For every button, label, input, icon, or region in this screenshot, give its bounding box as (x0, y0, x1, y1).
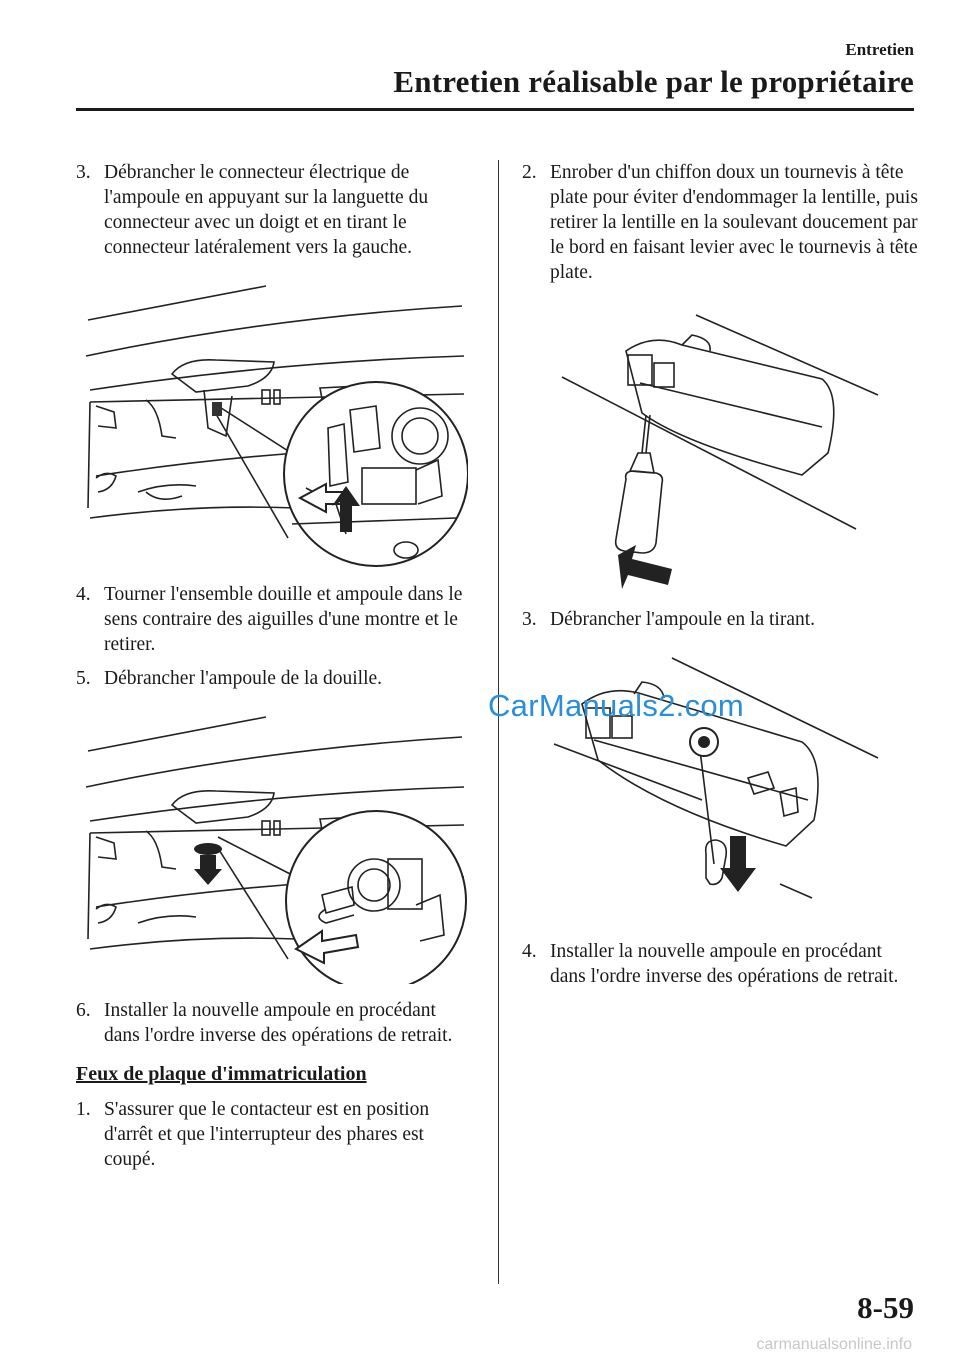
step-text: S'assurer que le contacteur est en position d'arrêt et que l'interrupteur des phares est coupé. (104, 1099, 430, 1170)
step-number: 3. (522, 609, 537, 630)
section-title-license-plate-lights: Feux de plaque d'immatriculation (76, 1063, 367, 1085)
step-pull-bulb (522, 607, 922, 632)
step-number: 5. (76, 668, 91, 689)
page-number: 8-59 (857, 1290, 914, 1325)
watermark-carmanuals2: CarManuals2.com (488, 688, 745, 723)
step-number: 4. (76, 584, 91, 605)
step-text: Tourner l'ensemble douille et ampoule dans le sens contraire des aiguilles d'une montre et le retirer. (104, 584, 463, 655)
step-install-bulb (76, 998, 474, 1048)
step-rotate-socket (76, 582, 474, 657)
step-number: 2. (522, 162, 537, 183)
footer-watermark: carmanualsonline.info (756, 1336, 912, 1353)
step-remove-lens (522, 160, 922, 285)
step-disconnect-connector (76, 160, 474, 260)
header-section: Entretien (845, 40, 914, 59)
step-number: 6. (76, 1000, 91, 1021)
connector-removal-illustration (76, 278, 468, 568)
step-text: Débrancher l'ampoule de la douille. (104, 668, 383, 689)
step-text: Débrancher le connecteur électrique de l'ampoule en appuyant sur la languette du connecteur avec un doigt et en tirant le connecteur latéralement vers la gauche. (104, 162, 429, 258)
header-rule (76, 108, 914, 111)
left-column (76, 160, 474, 1181)
step-text: Installer la nouvelle ampoule en procédant dans l'ordre inverse des opérations de retrait. (104, 1000, 453, 1046)
screwdriver-lens-illustration (522, 303, 922, 593)
step-remove-bulb (76, 666, 474, 691)
step-number: 4. (522, 941, 537, 962)
right-column (522, 160, 922, 998)
step-text: Débrancher l'ampoule en la tirant. (550, 609, 816, 630)
step-text: Installer la nouvelle ampoule en procédant dans l'ordre inverse des opérations de retrait. (550, 941, 899, 987)
bulb-socket-illustration (76, 709, 468, 984)
step-number: 3. (76, 162, 91, 183)
step-install-new-bulb (522, 939, 922, 989)
step-text: Enrober d'un chiffon doux un tournevis à tête plate pour éviter d'endommager la lentille, puis retirer la lentille en la soulevant doucement par le bord en faisant levier avec le tournevis à tête plate. (550, 162, 918, 283)
step-number: 1. (76, 1099, 91, 1120)
page-title: Entretien réalisable par le propriétaire (393, 64, 914, 99)
step-ignition-off (76, 1097, 474, 1172)
